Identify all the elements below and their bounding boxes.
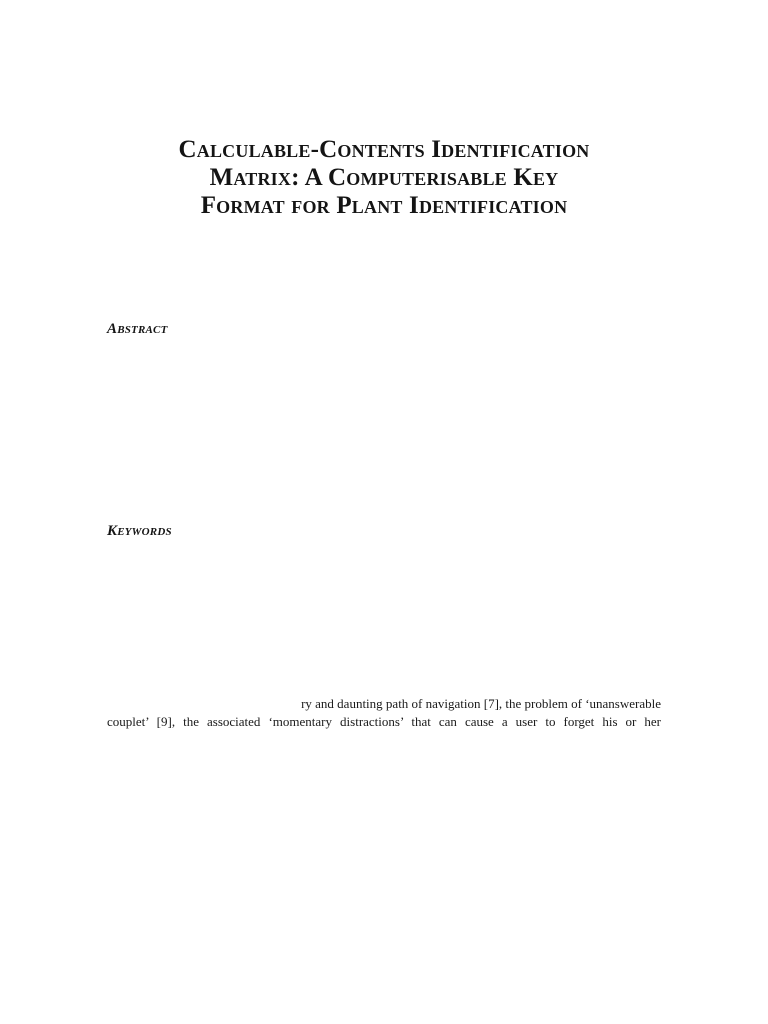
paper-title (0, 136, 768, 220)
body-text-line: couplet’ [9], the associated ‘momentary distractions’ that can cause a user to forget his or her (107, 714, 661, 729)
title-line-1: Calculable-Contents Identification (178, 136, 590, 163)
keywords-heading: Keywords (107, 523, 172, 539)
body-text-line: ry and daunting path of navigation [7], the problem of ‘unanswerable (301, 696, 661, 711)
title-line-3: Format for Plant Identification (200, 192, 568, 219)
title-line-2: Matrix: A Computerisable Key (209, 164, 559, 191)
abstract-heading: Abstract (107, 321, 168, 337)
